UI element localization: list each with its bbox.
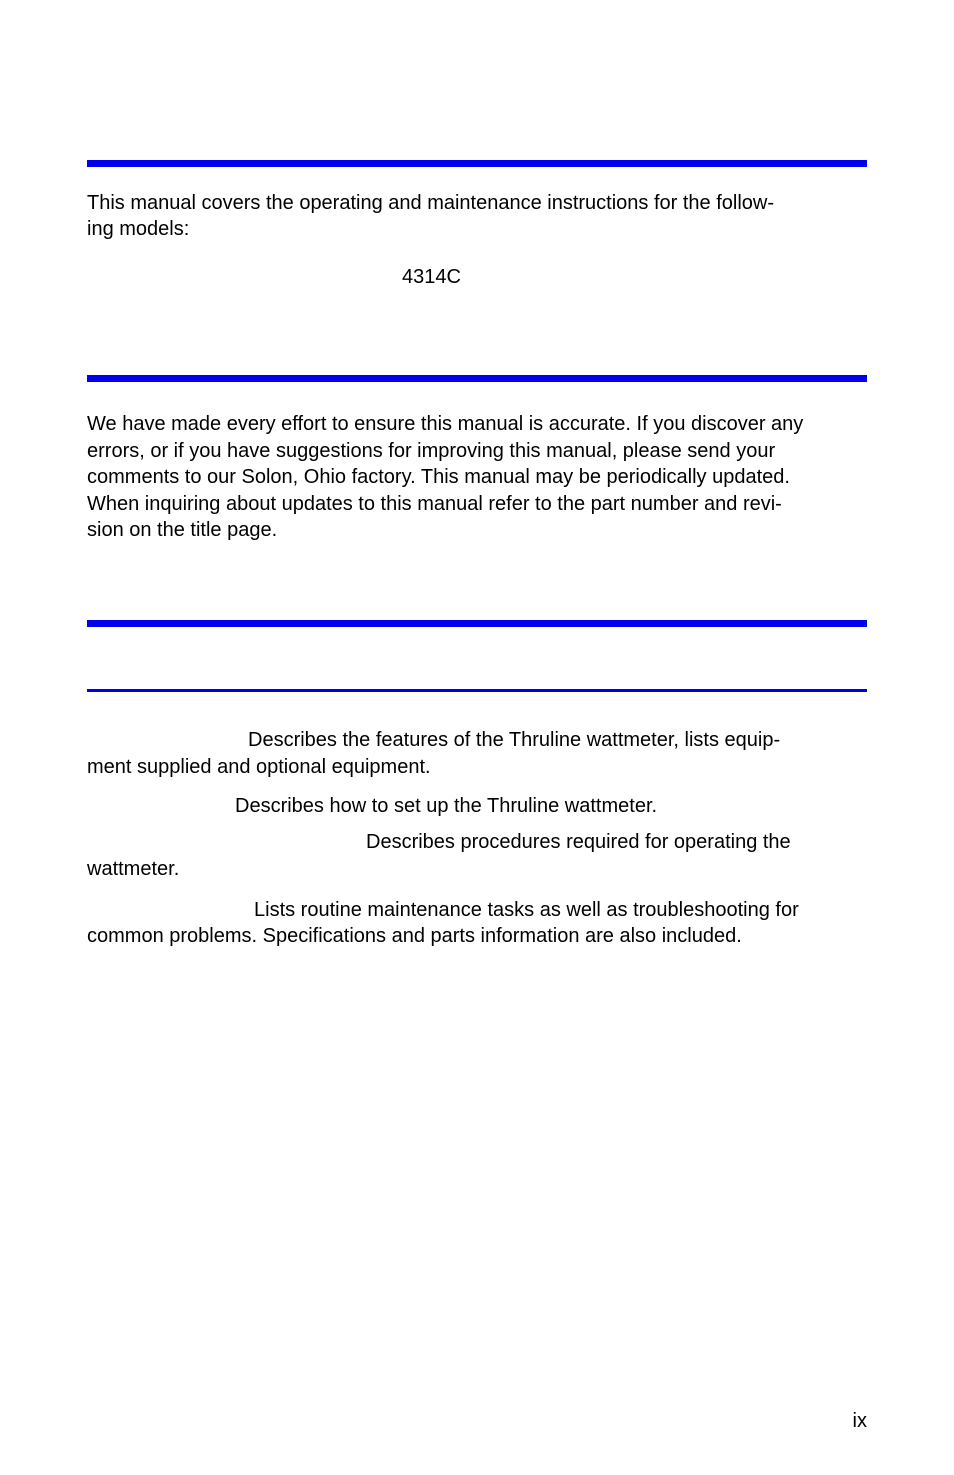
changes-text-line: comments to our Solon, Ohio factory. This manual may be periodically updated. — [87, 466, 790, 488]
chapter-4-description: Lists routine maintenance tasks as well as troubleshooting for — [254, 899, 799, 921]
changes-text-line: sion on the title page. — [87, 519, 278, 541]
scope-text-line-2: ing models: — [87, 218, 190, 240]
model-number: 4314C — [402, 266, 461, 288]
chapter-4-description-cont: common problems. Specifications and parts information are also included. — [87, 925, 742, 947]
chapter-3-description-cont: wattmeter. — [87, 858, 180, 880]
scope-text-line-1: This manual covers the operating and maintenance instructions for the follow- — [87, 192, 775, 214]
chapter-1-description: Describes the features of the Thruline wattmeter, lists equip- — [248, 729, 781, 751]
section-divider — [87, 620, 867, 627]
page-number: ix — [852, 1410, 867, 1432]
changes-text-line: We have made every effort to ensure this manual is accurate. If you discover any — [87, 413, 804, 435]
changes-text-line: When inquiring about updates to this manual refer to the part number and revi- — [87, 493, 782, 515]
chapter-2-description: Describes how to set up the Thruline wattmeter. — [235, 795, 658, 817]
section-divider — [87, 160, 867, 167]
subsection-divider — [87, 689, 867, 692]
chapter-1-description-cont: ment supplied and optional equipment. — [87, 756, 431, 778]
section-divider — [87, 375, 867, 382]
changes-text-line: errors, or if you have suggestions for improving this manual, please send your — [87, 440, 776, 462]
chapter-3-description: Describes procedures required for operating the — [366, 831, 791, 853]
